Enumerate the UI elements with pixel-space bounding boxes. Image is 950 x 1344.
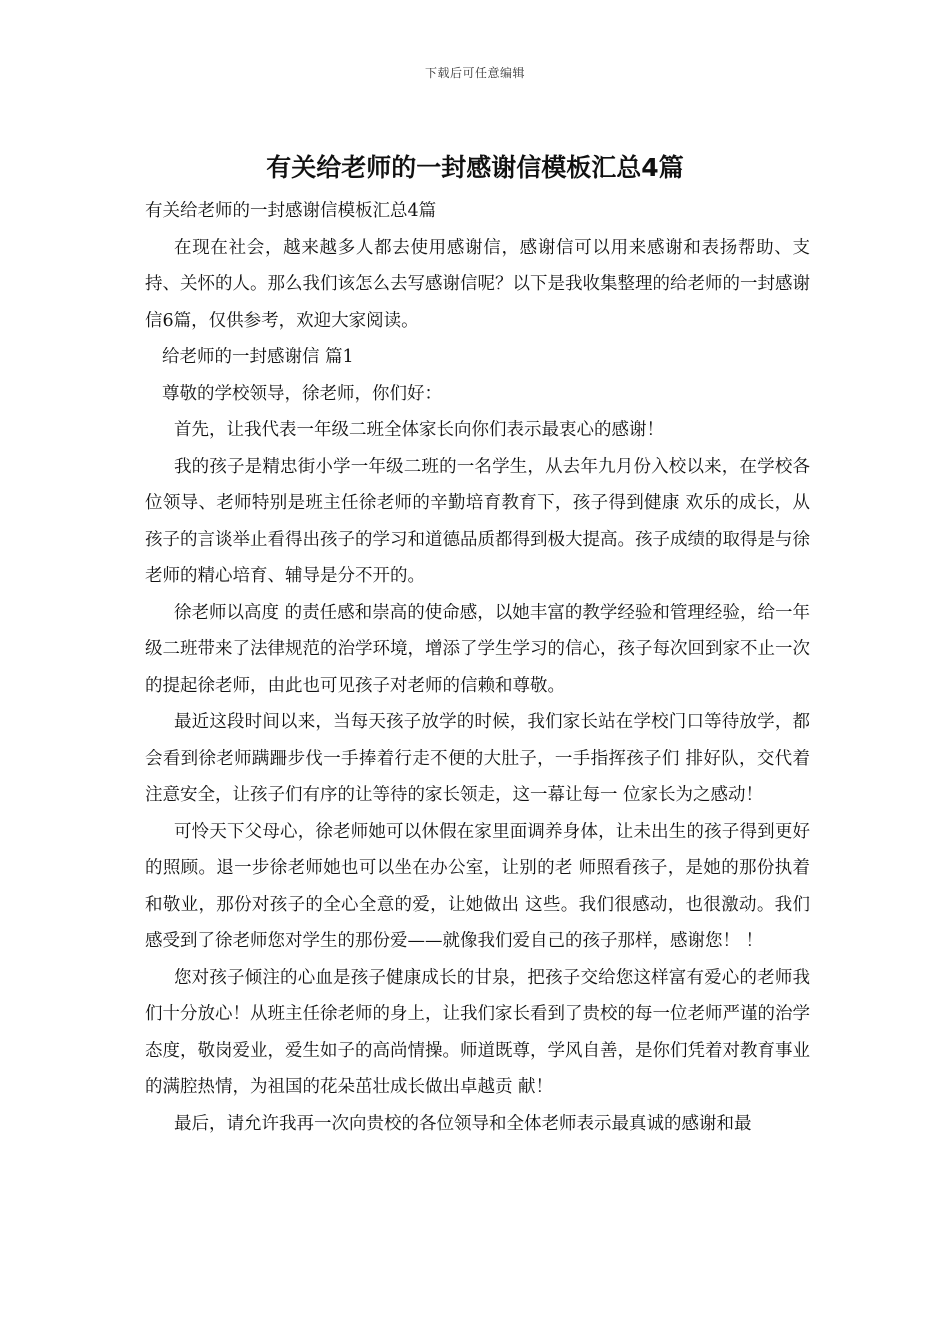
document-title: 有关给老师的一封感谢信模板汇总4篇	[266, 153, 684, 182]
paragraph: 您对孩子倾注的心血是孩子健康成长的甘泉，把孩子交给您这样富有爱心的老师我们十分放心！从班主任徐老师的身上，让我们家长看到了贵校的每一位老师严谨的治学态度，敬岗爱业，爱生如子的高尚情操。师道既尊，学风自善，是你们凭着对教育事业的满腔热情，为祖国的花朵茁壮成长做出卓越贡 献！	[145, 967, 810, 1097]
paragraph: 给老师的一封感谢信 篇1	[162, 347, 354, 367]
paragraph: 尊敬的学校领导，徐老师，你们好：	[162, 383, 442, 404]
paragraph: 最后，请允许我再一次向贵校的各位领导和全体老师表示最真诚的感谢和最	[174, 1113, 752, 1134]
paragraph: 首先，让我代表一年级二班全体家长向你们表示最衷心的感谢！	[174, 420, 664, 440]
paragraph: 我的孩子是精忠街小学一年级二班的一名学生，从去年九月份入校以来，在学校各位领导、老师特别是班主任徐老师的辛勤培育教育下，孩子得到健康 欢乐的成长，从孩子的言谈举止看得出孩子的学习和道德品质都得到极大提高。孩子成绩的取得是与徐老师的精心培育、辅导是分不开的。	[145, 456, 810, 586]
paragraph: 有关给老师的一封感谢信模板汇总4篇	[145, 201, 437, 221]
header-note: 下载后可任意编辑	[424, 66, 525, 80]
paragraph: 徐老师以高度 的责任感和崇高的使命感，以她丰富的教学经验和管理经验，给一年级二班带来了法律规范的治学环境，增添了学生学习的信心，孩子每次回到家不止一次的提起徐老师，由此也可见孩子对老师的信赖和尊敬。	[145, 602, 810, 696]
paragraph: 可怜天下父母心，徐老师她可以休假在家里面调养身体，让未出生的孩子得到更好的照顾。退一步徐老师她也可以坐在办公室，让别的老 师照看孩子，是她的那份执着和敬业，那份对孩子的全心全意的爱，让她做出 这些。我们很感动，也很激动。我们感受到了徐老师您对学生的那份爱——就像我们爱自己的孩子那样，感谢您！ ！	[145, 821, 810, 951]
paragraph: 在现在社会，越来越多人都去使用感谢信，感谢信可以用来感谢和表扬帮助、支持、关怀的人。那么我们该怎么去写感谢信呢？以下是我收集整理的给老师的一封感谢信6篇，仅供参考，欢迎大家阅读。	[145, 237, 810, 331]
document-body	[145, 193, 810, 1142]
paragraph: 最近这段时间以来，当每天孩子放学的时候，我们家长站在学校门口等待放学，都会看到徐老师蹒跚步伐一手捧着行走不便的大肚子，一手指挥孩子们 排好队，交代着注意安全，让孩子们有序的让等待的家长领走，这一幕让每一 位家长为之感动！	[145, 712, 810, 805]
